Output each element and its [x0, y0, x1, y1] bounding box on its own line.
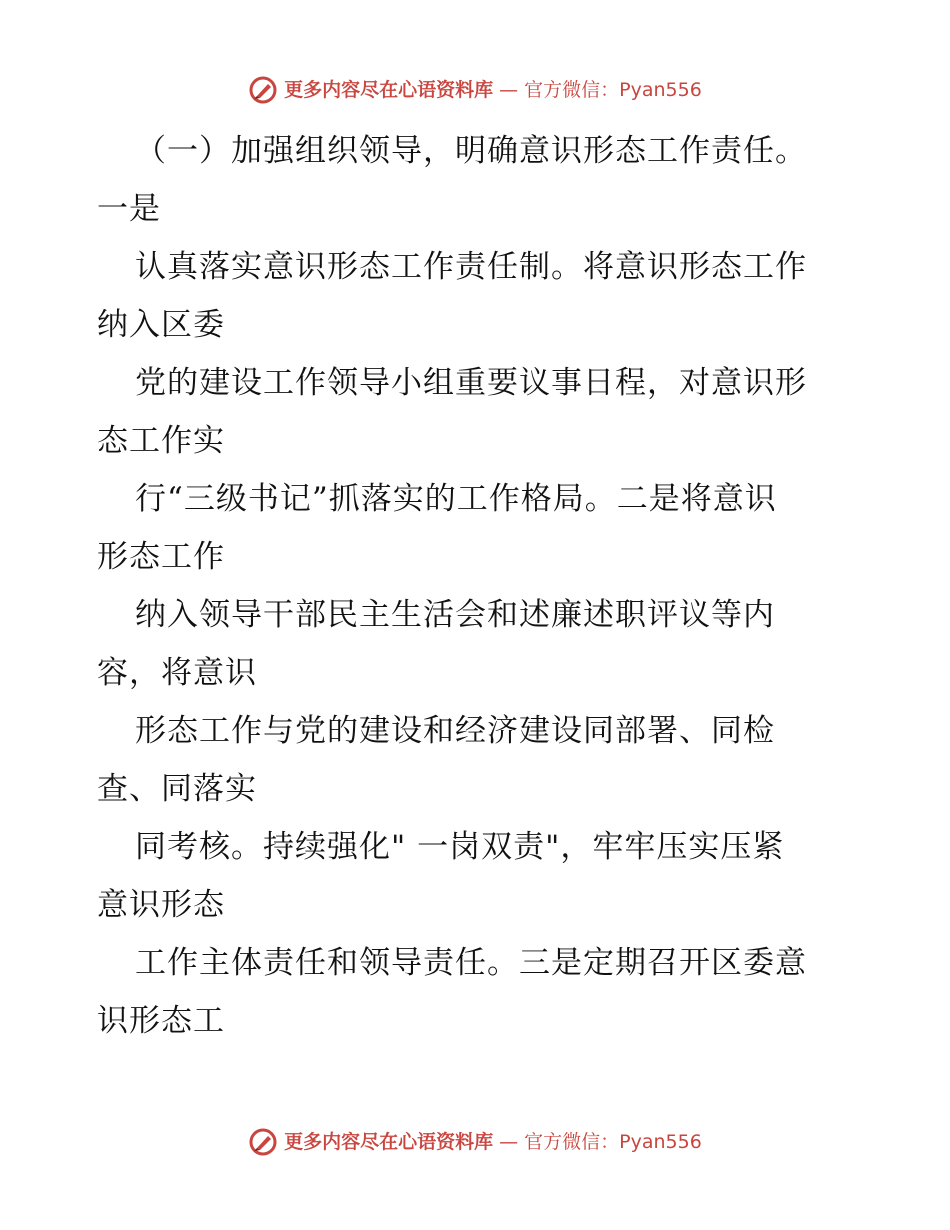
- watermark-dash: —: [499, 1131, 519, 1153]
- text-line: 纳入领导干部民主生活会和述廉述职评议等内: [135, 597, 775, 633]
- document-body: [97, 122, 857, 1050]
- text-line: 党的建设工作领导小组重要议事日程，对意识形: [135, 365, 807, 401]
- text-line: 纳入区委: [97, 307, 225, 343]
- watermark-dash: —: [499, 79, 519, 101]
- watermark-main-text: 更多内容尽在心语资料库: [284, 1131, 494, 1153]
- text-line: （一）加强组织领导，明确意识形态工作责任。: [135, 133, 807, 169]
- text-line: 形态工作与党的建设和经济建设同部署、同检: [135, 713, 775, 749]
- watermark-main-text: 更多内容尽在心语资料库: [284, 79, 494, 101]
- text-line: 同考核。持续强化" 一岗双责"，牢牢压实压紧: [135, 829, 785, 865]
- header-watermark: [0, 75, 950, 105]
- text-line: 识形态工: [97, 1003, 225, 1039]
- watermark-contact-text: 官方微信：Pyan556: [524, 1131, 702, 1153]
- pen-circle-logo-icon: [248, 75, 278, 105]
- text-line: 行“三级书记”抓落实的工作格局。二是将意识: [135, 481, 777, 517]
- text-line: 查、同落实: [97, 771, 257, 807]
- text-line: 意识形态: [97, 887, 225, 923]
- text-line: 一是: [97, 191, 161, 227]
- text-line: 容，将意识: [97, 655, 257, 691]
- footer-watermark: [0, 1127, 950, 1157]
- pen-circle-logo-icon: [248, 1127, 278, 1157]
- text-line: 工作主体责任和领导责任。三是定期召开区委意: [135, 945, 807, 981]
- text-line: 形态工作: [97, 539, 225, 575]
- text-line: 态工作实: [97, 423, 225, 459]
- text-line: 认真落实意识形态工作责任制。将意识形态工作: [135, 249, 807, 285]
- watermark-contact-text: 官方微信：Pyan556: [524, 79, 702, 101]
